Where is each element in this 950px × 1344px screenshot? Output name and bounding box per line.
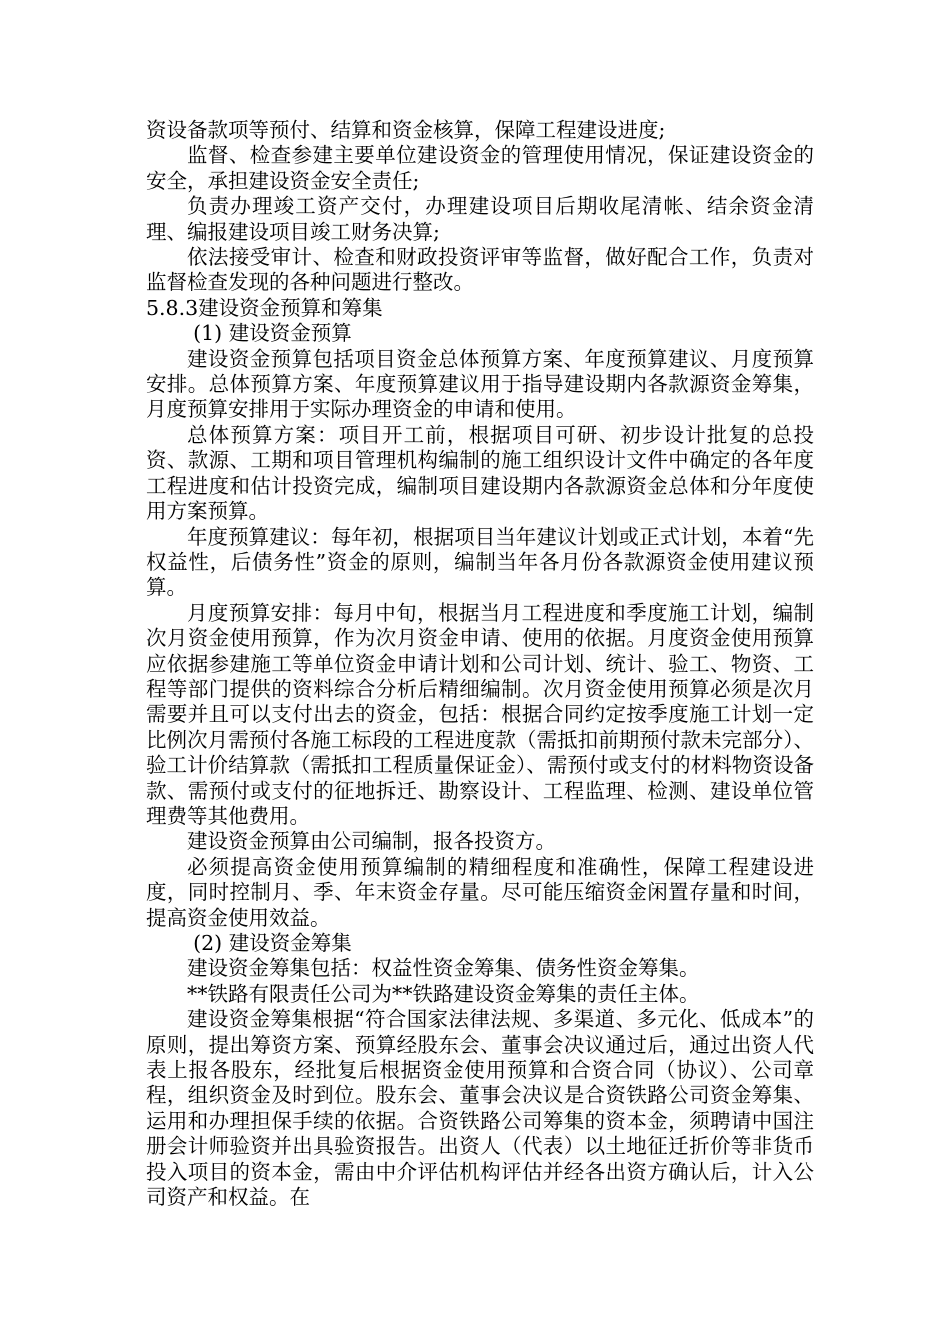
paragraph: 资设备款项等预付、结算和资金核算，保障工程建设进度; — [146, 118, 666, 142]
paragraph: 负责办理竣工资产交付，办理建设项目后期收尾清帐、结余资金清理、编报建设项目竣工财务决算; — [146, 194, 814, 244]
paragraph: 总体预算方案：项目开工前，根据项目可研、初步设计批复的总投资、款源、工期和项目管理机构编制的施工组织设计文件中确定的各年度工程进度和估计投资完成，编制项目建设期内各款源资金总体和分年度使用方案预算。 — [146, 422, 814, 524]
document-body — [146, 118, 814, 1210]
subsection-heading: (1) 建设资金预算 — [193, 321, 352, 346]
paragraph: 建设资金筹集包括：权益性资金筹集、债务性资金筹集。 — [187, 956, 700, 981]
section-heading: 5.8.3建设资金预算和筹集 — [146, 295, 383, 320]
paragraph: 建设资金筹集根据“符合国家法律法规、多渠道、多元化、低成本”的原则，提出筹资方案、预算经股东会、董事会决议通过后，通过出资人代表上报各股东，经批复后根据资金使用预算和合资合同（协议）、公司章程，组织资金及时到位。股东会、董事会决议是合资铁路公司资金筹集、运用和办理担保手续的依据。合资铁路公司筹集的资本金，须聘请中国注册会计师验资并出具验资报告。出资人（代表）以土地征迁折价等非货币投入项目的资本金，需由中介评估机构评估并经各出资方确认后，计入公司资产和权益。在 — [146, 1007, 814, 1210]
subsection-heading: (2) 建设资金筹集 — [193, 931, 352, 955]
paragraph: **铁路有限责任公司为**铁路建设资金筹集的责任主体。 — [187, 981, 700, 1006]
paragraph: 年度预算建议：每年初，根据项目当年建议计划或正式计划，本着“先权益性，后债务性”资金的原则，编制当年各月份各款源资金使用建议预算。 — [146, 524, 814, 600]
paragraph: 必须提高资金使用预算编制的精细程度和准确性，保障工程建设进度，同时控制月、季、年末资金存量。尽可能压缩资金闲置存量和时间，提高资金使用效益。 — [146, 854, 814, 930]
paragraph: 监督、检查参建主要单位建设资金的管理使用情况，保证建设资金的安全，承担建设资金安全责任; — [146, 143, 814, 193]
paragraph: 依法接受审计、检查和财政投资评审等监督，做好配合工作，负责对监督检查发现的各种问题进行整改。 — [146, 245, 814, 295]
paragraph: 建设资金预算由公司编制，报各投资方。 — [187, 829, 556, 854]
paragraph: 建设资金预算包括项目资金总体预算方案、年度预算建议、月度预算安排。总体预算方案、年度预算建议用于指导建设期内各款源资金筹集，月度预算安排用于实际办理资金的申请和使用。 — [146, 346, 814, 422]
paragraph: 月度预算安排：每月中旬，根据当月工程进度和季度施工计划，编制次月资金使用预算，作为次月资金申请、使用的依据。月度资金使用预算应依据参建施工等单位资金申请计划和公司计划、统计、验工、物资、工程等部门提供的资料综合分析后精细编制。次月资金使用预算必须是次月需要并且可以支付出去的资金，包括：根据合同约定按季度施工计划一定比例次月需预付各施工标段的工程进度款（需抵扣前期预付款未完部分）、验工计价结算款（需抵扣工程质量保证金）、需预付或支付的材料物资设备款、需预付或支付的征地拆迁、勘察设计、工程监理、检测、建设单位管理费等其他费用。 — [146, 600, 814, 828]
